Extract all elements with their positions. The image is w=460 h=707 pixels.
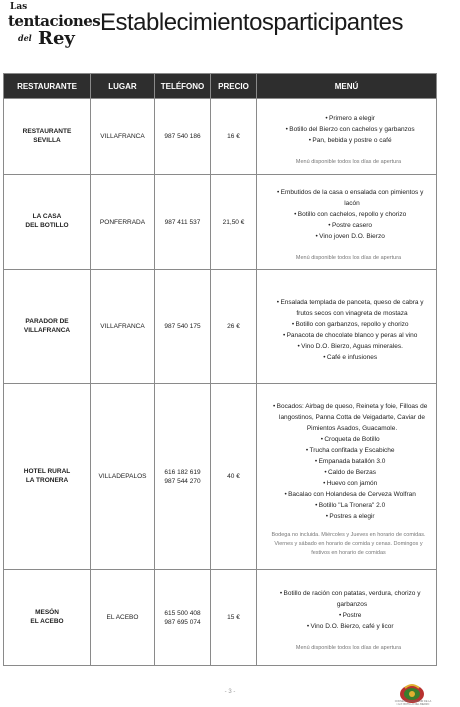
price-cell: 40 € (211, 384, 257, 570)
menu-list (267, 113, 430, 146)
restaurant-name-line: HOTEL RURAL (23, 467, 71, 475)
restaurant-name-line: EL ACEBO (30, 617, 64, 625)
phone-cell (155, 384, 211, 570)
menu-item: • Primero a elegir (267, 113, 430, 124)
price-cell: 26 € (211, 270, 257, 384)
menu-item: • Embutidos de la casa o ensalada con pimientos y lacón (267, 187, 430, 209)
menu-item: • Botillo de ración con patatas, verdura, chorizo y garbanzos (267, 588, 430, 610)
menu-item: • Botillo del Bierzo con cachelos y garbanzos (267, 124, 430, 135)
menu-item: • Panacota de chocolate blanco y peras al vino (267, 330, 430, 341)
column-header-precio: PRECIO (211, 74, 257, 99)
menu-cell (257, 175, 437, 270)
table-row (4, 570, 437, 666)
place-cell: VILLADEPALOS (91, 384, 155, 570)
menu-item: • Vino joven D.O. Bierzo (267, 231, 430, 242)
table-row (4, 175, 437, 270)
phone-cell (155, 270, 211, 384)
menu-note: Menú disponible todos los días de apertura (295, 645, 402, 651)
restaurant-name-line: LA TRONERA (25, 476, 69, 484)
menu-item: • Huevo con jamón (267, 478, 430, 489)
menu-list (267, 588, 430, 632)
logo (6, 2, 101, 58)
phone-number: 616 182 619 (164, 468, 201, 476)
phone-number: 615 500 408 (164, 609, 201, 617)
phone-number: 987 695 074 (164, 618, 201, 626)
table-header-row (4, 74, 437, 99)
menu-note: Menú disponible todos los días de apertura (295, 158, 402, 165)
place-cell: PONFERRADA (91, 175, 155, 270)
place-cell: EL ACEBO (91, 570, 155, 666)
restaurant-name-line: DEL BOTILLO (25, 222, 69, 229)
logo-line-tentaciones: tentaciones (8, 12, 101, 30)
menu-list (267, 187, 430, 242)
logo-line-del: del (18, 33, 32, 43)
place-cell: VILLAFRANCA (91, 99, 155, 175)
menu-item: • Botillo con garbanzos, repollo y chorizo (267, 319, 430, 330)
restaurant-name-cell (4, 570, 91, 666)
menu-item: • Trucha confitada y Escabiche (267, 445, 430, 456)
menu-cell (257, 570, 437, 666)
menu-cell (257, 99, 437, 175)
menu-item: • Vino D.O. Bierzo, Aguas minerales. (267, 341, 430, 352)
table-row (4, 99, 437, 175)
logo-line-las: Las (10, 2, 28, 12)
restaurant-name-cell (4, 99, 91, 175)
price-cell: 21,50 € (211, 175, 257, 270)
menu-item: • Ensalada templada de panceta, queso de cabra y frutos secos con vinagreta de mostaza (267, 297, 430, 319)
restaurant-name-line: PARADOR DE (25, 317, 69, 325)
menu-item: • Botillo con cachelos, repollo y chorizo (267, 209, 430, 220)
logo-line-rey: Rey (38, 28, 75, 49)
table-row (4, 384, 437, 570)
menu-cell (257, 384, 437, 570)
seal-caption: CONSEJO REGULADOR DE LA I.G.P. BOTILLO DEL BIERZO (394, 700, 432, 706)
phone-number: 987 540 186 (164, 133, 201, 140)
menu-item: • Botillo "La Tronera" 2.0 (267, 500, 430, 511)
column-header-telefono: TELÉFONO (155, 74, 211, 99)
menu-item: • Bacalao con Holandesa de Cerveza Wolfran (267, 489, 430, 500)
column-header-lugar: LUGAR (91, 74, 155, 99)
phone-cell (155, 570, 211, 666)
menu-item: • Postres a elegir (267, 511, 430, 522)
menu-item: • Postre casero (267, 220, 430, 231)
phone-number: 987 544 270 (164, 477, 201, 485)
phone-cell (155, 175, 211, 270)
page-number: - 3 - (224, 689, 236, 695)
restaurant-name-cell (4, 175, 91, 270)
price-cell: 16 € (211, 99, 257, 175)
restaurant-name-line: VILLAFRANCA (23, 326, 71, 334)
phone-number: 987 540 175 (164, 323, 201, 330)
menu-list (267, 401, 430, 522)
restaurant-name-line: LA CASA (32, 213, 62, 221)
menu-cell (257, 270, 437, 384)
restaurant-name-line: RESTAURANTE (22, 127, 72, 135)
restaurant-name-line: MESÓN (35, 608, 59, 616)
phone-cell (155, 99, 211, 175)
menu-item: • Caldo de Berzas (267, 467, 430, 478)
establishments-table (3, 73, 437, 666)
restaurant-name-cell (4, 270, 91, 384)
column-header-menu: MENÚ (257, 74, 437, 99)
restaurant-name-line: SEVILLA (33, 136, 61, 144)
column-header-restaurante: RESTAURANTE (4, 74, 91, 99)
price-cell: 15 € (211, 570, 257, 666)
restaurant-name-cell (4, 384, 91, 570)
menu-item: • Vino D.O. Bierzo, café y licor (267, 621, 430, 632)
menu-item: • Café e infusiones (267, 352, 430, 363)
menu-note: Bodega no incluida. Miércoles y Jueves en horario de comidas. Viernes y sábado en horario de comida y cenas. Domingos y festivos en horario de comidas (271, 532, 426, 556)
menu-item: • Croqueta de Botillo (267, 434, 430, 445)
table-row (4, 270, 437, 384)
menu-list (267, 297, 430, 363)
phone-number: 987 411 537 (164, 218, 201, 226)
page-title: Establecimientosparticipantes (100, 9, 403, 36)
menu-item: • Bocados: Airbag de queso, Reineta y foie, Filloas de langostinos, Panna Cotta de Veigadarte, Caviar de Pimientos Asados, Guacamole. (267, 401, 430, 434)
menu-note: Menú disponible todos los días de apertura (295, 255, 402, 261)
menu-item: • Pan, bebida y postre o café (267, 135, 430, 146)
menu-item: • Empanada batallón 3.0 (267, 456, 430, 467)
menu-item: • Postre (267, 610, 430, 621)
place-cell: VILLAFRANCA (91, 270, 155, 384)
